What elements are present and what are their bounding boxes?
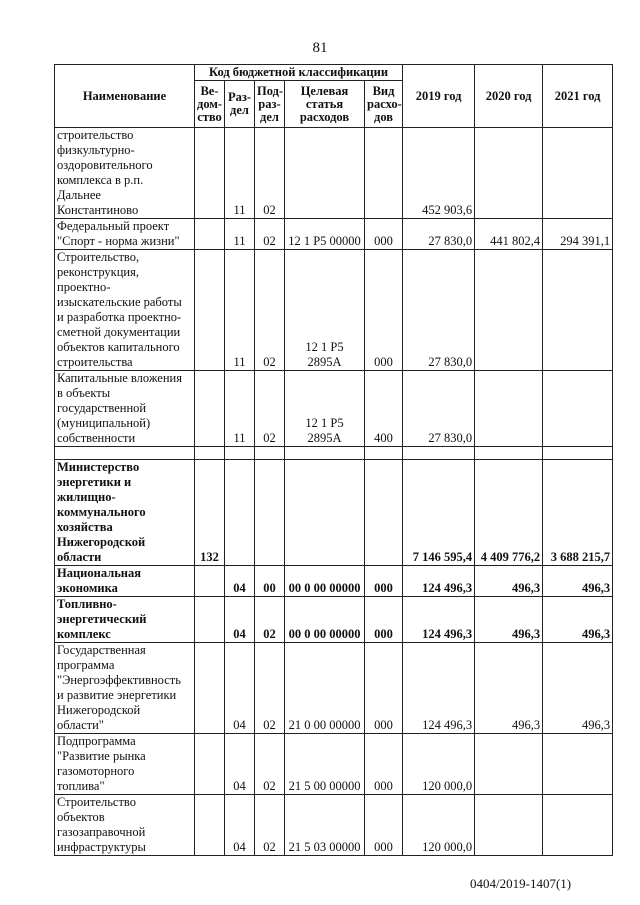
cell-2021: [543, 734, 613, 795]
table-row: [55, 460, 613, 566]
cell-razdel: 04: [225, 643, 255, 734]
cell-name: Строительство объектов газозаправочной инфраструктуры: [55, 795, 195, 856]
header-vedomstvo: Ве- дом- ство: [195, 81, 225, 128]
cell-2021: [543, 795, 613, 856]
cell-target: [285, 460, 365, 566]
header-target: Целевая статья расходов: [285, 81, 365, 128]
cell-2020: [475, 795, 543, 856]
cell-vedomstvo: [195, 566, 225, 597]
cell-podrazdel: 02: [255, 795, 285, 856]
cell-podrazdel: 02: [255, 371, 285, 447]
header-code-group: Код бюджетной классификации: [195, 65, 403, 81]
document-code: 0404/2019-1407(1): [470, 876, 572, 891]
table-row: [55, 128, 613, 219]
cell-2021: 3 688 215,7: [543, 460, 613, 566]
cell-razdel: [225, 447, 255, 460]
table-row: [55, 643, 613, 734]
cell-podrazdel: 02: [255, 734, 285, 795]
cell-target: 12 1 P5 00000: [285, 219, 365, 250]
cell-vedomstvo: [195, 250, 225, 371]
cell-vid: 400: [365, 371, 403, 447]
cell-razdel: 04: [225, 597, 255, 643]
cell-target: 21 0 00 00000: [285, 643, 365, 734]
cell-2019: 124 496,3: [403, 643, 475, 734]
header-2021: 2021 год: [543, 65, 613, 128]
cell-vid: [365, 447, 403, 460]
header-2020: 2020 год: [475, 65, 543, 128]
cell-podrazdel: 02: [255, 219, 285, 250]
table-body: [55, 128, 613, 856]
cell-podrazdel: 02: [255, 643, 285, 734]
cell-vid: 000: [365, 643, 403, 734]
cell-2020: [475, 250, 543, 371]
cell-razdel: [225, 460, 255, 566]
cell-name: [55, 447, 195, 460]
cell-vid: [365, 128, 403, 219]
cell-name: строительство физкультурно- оздоровительного комплекса в р.п. Дальнее Константиново: [55, 128, 195, 219]
header-vid: Вид расхо- дов: [365, 81, 403, 128]
cell-target: [285, 128, 365, 219]
cell-2021: 496,3: [543, 566, 613, 597]
cell-2020: [475, 371, 543, 447]
cell-name: Капитальные вложения в объекты государственной (муниципальной) собственности: [55, 371, 195, 447]
cell-2021: [543, 447, 613, 460]
cell-2021: 496,3: [543, 597, 613, 643]
cell-razdel: 04: [225, 734, 255, 795]
cell-podrazdel: 02: [255, 250, 285, 371]
cell-target: 21 5 03 00000: [285, 795, 365, 856]
cell-2021: [543, 250, 613, 371]
cell-vid: [365, 460, 403, 566]
table-row: [55, 795, 613, 856]
page-number: 81: [312, 40, 328, 56]
table-row: [55, 250, 613, 371]
budget-table: [54, 64, 613, 856]
cell-vedomstvo: 132: [195, 460, 225, 566]
cell-vid: 000: [365, 250, 403, 371]
cell-name: Федеральный проект "Спорт - норма жизни": [55, 219, 195, 250]
cell-2020: 4 409 776,2: [475, 460, 543, 566]
table-row: [55, 371, 613, 447]
cell-name: Министерство энергетики и жилищно- коммунального хозяйства Нижегородской области: [55, 460, 195, 566]
cell-2019: 27 830,0: [403, 219, 475, 250]
cell-2019: 452 903,6: [403, 128, 475, 219]
cell-razdel: 11: [225, 128, 255, 219]
cell-vedomstvo: [195, 734, 225, 795]
cell-razdel: 11: [225, 219, 255, 250]
cell-target: 00 0 00 00000: [285, 566, 365, 597]
table-row: [55, 219, 613, 250]
cell-razdel: 11: [225, 371, 255, 447]
cell-vid: 000: [365, 566, 403, 597]
cell-2020: 496,3: [475, 643, 543, 734]
cell-podrazdel: 00: [255, 566, 285, 597]
cell-vedomstvo: [195, 371, 225, 447]
cell-2019: 124 496,3: [403, 566, 475, 597]
cell-2020: 496,3: [475, 566, 543, 597]
cell-razdel: 04: [225, 566, 255, 597]
cell-2019: [403, 447, 475, 460]
cell-name: Строительство, реконструкция, проектно- изыскательские работы и разработка проектно- сметной документации объектов капитального строительства: [55, 250, 195, 371]
cell-name: Национальная экономика: [55, 566, 195, 597]
cell-podrazdel: [255, 447, 285, 460]
cell-2020: [475, 447, 543, 460]
cell-vid: 000: [365, 597, 403, 643]
header-podrazdel: Под- раз- дел: [255, 81, 285, 128]
cell-2021: [543, 371, 613, 447]
cell-2021: [543, 128, 613, 219]
cell-name: Государственная программа "Энергоэффективность и развитие энергетики Нижегородской области": [55, 643, 195, 734]
cell-2019: 124 496,3: [403, 597, 475, 643]
header-razdel: Раз- дел: [225, 81, 255, 128]
table-row: [55, 566, 613, 597]
header-name: Наименование: [55, 65, 195, 128]
cell-podrazdel: 02: [255, 128, 285, 219]
cell-vedomstvo: [195, 128, 225, 219]
cell-vid: 000: [365, 734, 403, 795]
cell-2019: 27 830,0: [403, 371, 475, 447]
cell-target: 00 0 00 00000: [285, 597, 365, 643]
header-2019: 2019 год: [403, 65, 475, 128]
cell-razdel: 04: [225, 795, 255, 856]
cell-2020: [475, 128, 543, 219]
cell-vedomstvo: [195, 795, 225, 856]
cell-vedomstvo: [195, 447, 225, 460]
cell-target: [285, 447, 365, 460]
cell-2019: 120 000,0: [403, 795, 475, 856]
cell-vedomstvo: [195, 219, 225, 250]
cell-2020: 441 802,4: [475, 219, 543, 250]
cell-vid: 000: [365, 219, 403, 250]
cell-target: 12 1 P5 2895A: [285, 371, 365, 447]
cell-2019: 27 830,0: [403, 250, 475, 371]
cell-target: 12 1 P5 2895A: [285, 250, 365, 371]
cell-podrazdel: [255, 460, 285, 566]
cell-name: Топливно- энергетический комплекс: [55, 597, 195, 643]
cell-vedomstvo: [195, 643, 225, 734]
cell-target: 21 5 00 00000: [285, 734, 365, 795]
table-row: [55, 447, 613, 460]
cell-podrazdel: 02: [255, 597, 285, 643]
table-header: [55, 65, 613, 128]
table-row: [55, 734, 613, 795]
cell-2021: 294 391,1: [543, 219, 613, 250]
cell-2019: 120 000,0: [403, 734, 475, 795]
cell-2021: 496,3: [543, 643, 613, 734]
cell-vid: 000: [365, 795, 403, 856]
cell-vedomstvo: [195, 597, 225, 643]
cell-2019: 7 146 595,4: [403, 460, 475, 566]
cell-razdel: 11: [225, 250, 255, 371]
table-row: [55, 597, 613, 643]
cell-name: Подпрограмма "Развитие рынка газомоторного топлива": [55, 734, 195, 795]
cell-2020: 496,3: [475, 597, 543, 643]
cell-2020: [475, 734, 543, 795]
